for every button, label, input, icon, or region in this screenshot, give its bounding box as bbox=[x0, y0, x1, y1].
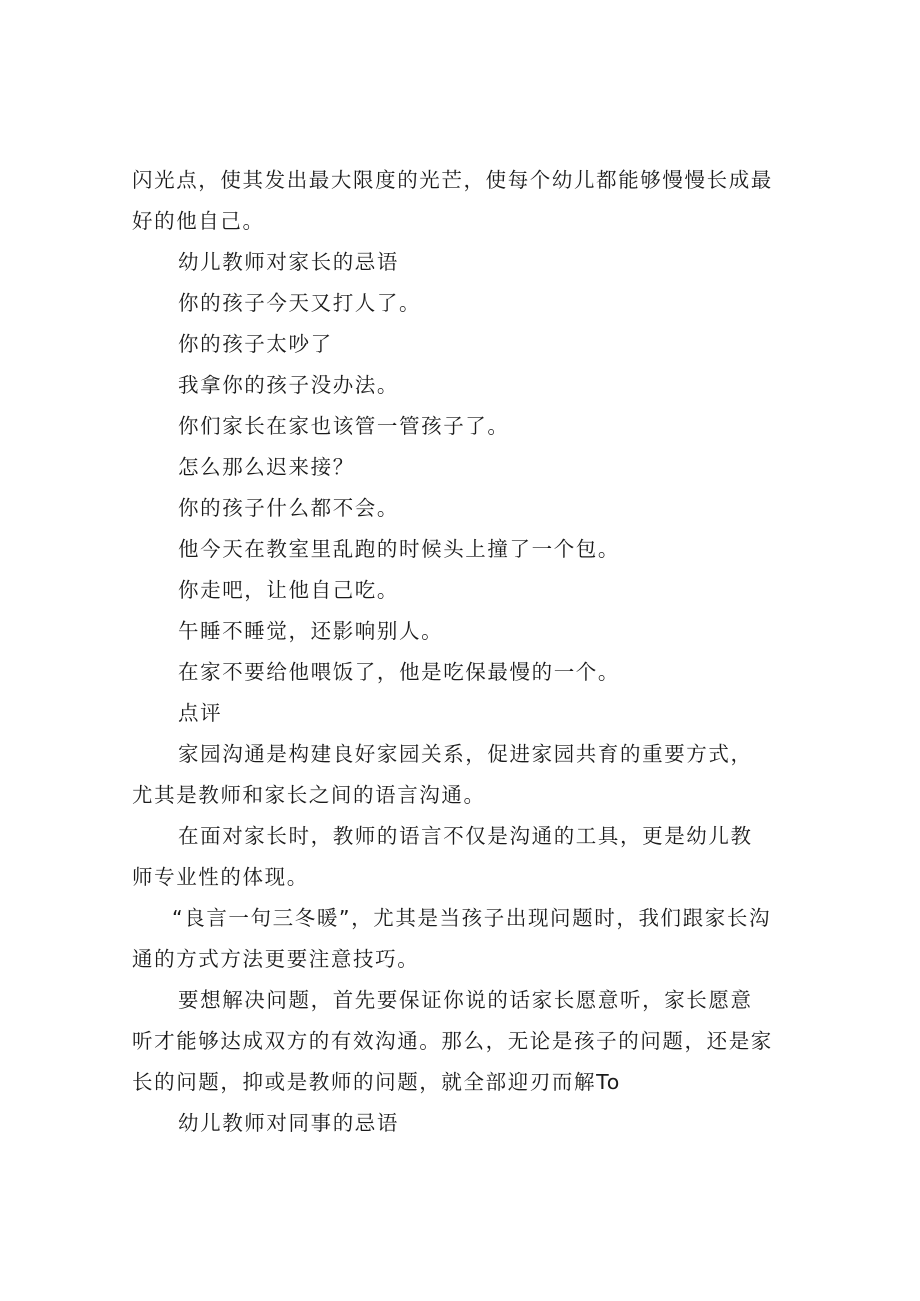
commentary-paragraph: 在面对家长时，教师的语言不仅是沟通的工具，更是幼儿教师专业性的体现。 bbox=[132, 824, 753, 889]
taboo-phrase-item: 你的孩子太吵了 bbox=[178, 332, 333, 356]
paragraph-continuation: 闪光点，使其发出最大限度的光芒，使每个幼儿都能够慢慢长成最好的他自己。 bbox=[132, 168, 773, 233]
taboo-phrase-item: 你的孩子今天又打人了。 bbox=[178, 291, 422, 315]
commentary-paragraph: 家园沟通是构建良好家园关系，促进家园共育的重要方式，尤其是教师和家长之间的语言沟通。 bbox=[132, 742, 753, 807]
commentary-paragraph: “良言一句三冬暖”，尤其是当孩子出现问题时，我们跟家长沟通的方式方法更要注意技巧。 bbox=[132, 906, 772, 971]
taboo-phrase-item: 在家不要给他喂饭了，他是吃保最慢的一个。 bbox=[178, 660, 620, 684]
taboo-phrase-item: 你走吧，让他自己吃。 bbox=[178, 578, 399, 602]
commentary-paragraph: 要想解决问题，首先要保证你说的话家长愿意听，家长愿意听才能够达成双方的有效沟通。那么，无论是孩子的问题，还是家长的问题，抑或是教师的问题，就全部迎刃而解To bbox=[132, 988, 773, 1094]
section-heading-parent-taboo: 幼儿教师对家长的忌语 bbox=[178, 250, 399, 274]
taboo-phrase-item: 怎么那么迟来接？ bbox=[178, 455, 355, 479]
taboo-phrase-item: 他今天在教室里乱跑的时候头上撞了一个包。 bbox=[178, 537, 620, 561]
taboo-phrase-item: 我拿你的孩子没办法。 bbox=[178, 373, 399, 397]
taboo-phrase-item: 你的孩子什么都不会。 bbox=[178, 496, 399, 520]
taboo-phrase-item: 你们家长在家也该管一管孩子了。 bbox=[178, 414, 510, 438]
document-body bbox=[132, 160, 774, 1144]
taboo-phrase-item: 午睡不睡觉，还影响别人。 bbox=[178, 619, 444, 643]
commentary-heading: 点评 bbox=[178, 701, 223, 725]
section-heading-colleague-taboo: 幼儿教师对同事的忌语 bbox=[178, 1111, 399, 1135]
